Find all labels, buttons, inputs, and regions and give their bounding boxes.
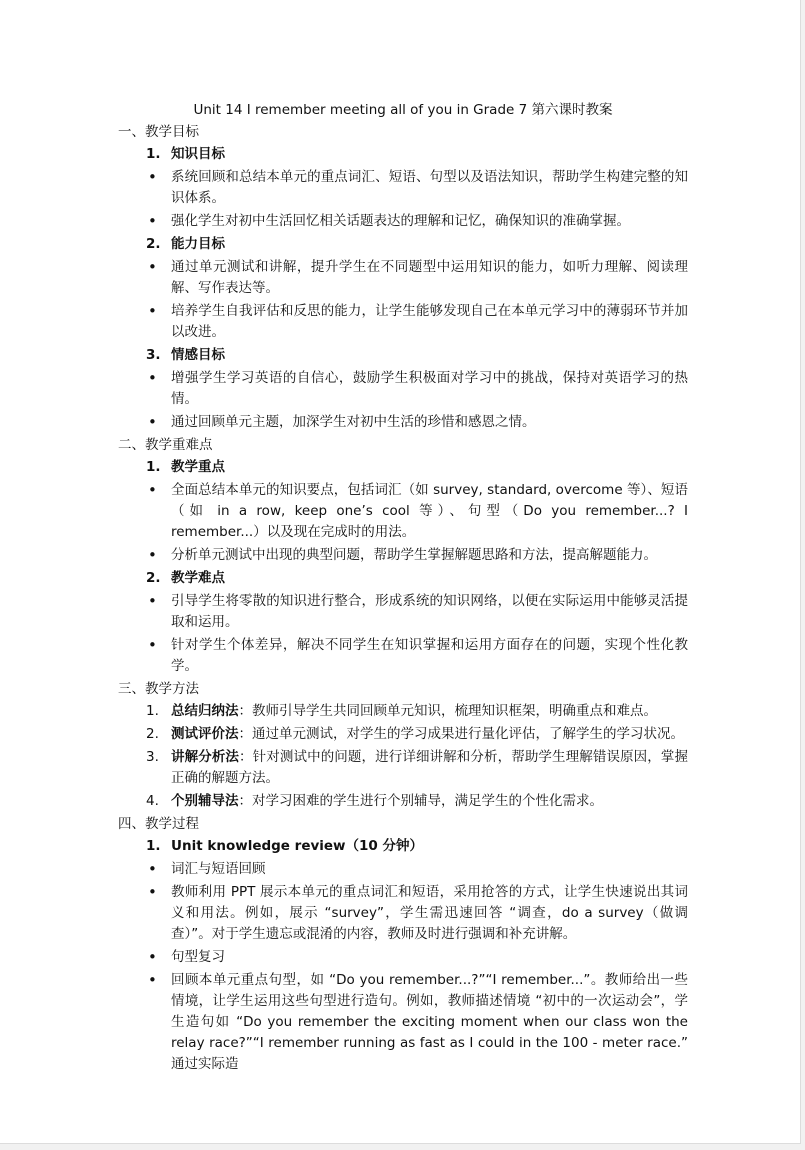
subheading-teaching-difficulty: [118, 568, 688, 589]
subheading-unit-review: [118, 836, 688, 857]
method-item: [118, 701, 688, 722]
list-item: [118, 257, 688, 299]
bullet: •: [148, 481, 157, 499]
method-term: 测试评价法: [171, 726, 239, 742]
list-item-text: 句型复习: [171, 949, 225, 965]
list-item-text: 教师利用 PPT 展示本单元的重点词汇和短语，采用抢答的方式，让学生快速说出其词义和用法。例如，展示 “survey”，学生需迅速回答 “调查，do a survey（做调查）”。对于学生遗忘或混淆的内容，教师及时进行强调和补充讲解。: [171, 884, 688, 942]
list-item: [118, 368, 688, 410]
list-item: [118, 947, 688, 968]
subheading-text: 教学重点: [171, 459, 225, 475]
method-term: 讲解分析法: [171, 749, 240, 765]
list-number: 3.: [146, 749, 159, 765]
subheading-text: 能力目标: [171, 236, 225, 252]
method-text: ：教师引导学生共同回顾单元知识，梳理知识框架，明确重点和难点。: [238, 703, 657, 719]
list-item: [118, 211, 688, 232]
subheading-text: 教学难点: [171, 570, 225, 586]
list-item-text: 通过单元测试和讲解，提升学生在不同题型中运用知识的能力，如听力理解、阅读理解、写作表达等。: [171, 259, 688, 296]
list-item-text: 强化学生对初中生活回忆相关话题表达的理解和记忆，确保知识的准确掌握。: [171, 213, 630, 229]
list-item-text: 通过回顾单元主题，加深学生对初中生活的珍惜和感恩之情。: [171, 414, 536, 430]
bullet: •: [148, 212, 157, 230]
bullet: •: [148, 971, 157, 989]
bullet: •: [148, 168, 157, 186]
list-item: [118, 882, 688, 945]
list-item: [118, 859, 688, 880]
list-item-text: 针对学生个体差异，解决不同学生在知识掌握和运用方面存在的问题，实现个性化教学。: [171, 637, 688, 674]
method-item: [118, 791, 688, 812]
subheading-text: 知识目标: [171, 146, 225, 162]
method-text: ：对学习困难的学生进行个别辅导，满足学生的个性化需求。: [238, 793, 603, 809]
list-item-text: 分析单元测试中出现的典型问题，帮助学生掌握解题思路和方法，提高解题能力。: [171, 547, 657, 563]
subheading-emotional-goals: [118, 345, 688, 366]
list-number: 2.: [146, 236, 161, 252]
list-item: [118, 591, 688, 633]
list-item-text: 词汇与短语回顾: [171, 861, 266, 877]
list-item-text: 引导学生将零散的知识进行整合，形成系统的知识网络，以便在实际运用中能够灵活提取和运用。: [171, 593, 688, 630]
bullet: •: [148, 592, 157, 610]
list-number: 2.: [146, 570, 161, 586]
list-number: 1.: [146, 459, 161, 475]
document-title: Unit 14 I remember meeting all of you in Grade 7 第六课时教案: [193, 102, 613, 118]
list-number: 2.: [146, 726, 159, 742]
list-item-text: 系统回顾和总结本单元的重点词汇、短语、句型以及语法知识，帮助学生构建完整的知识体系。: [171, 169, 688, 206]
section-heading-key-points: 二、教学重难点: [118, 437, 213, 453]
bullet: •: [148, 860, 157, 878]
section-heading-methods: 三、教学方法: [118, 681, 199, 697]
list-item: [118, 545, 688, 566]
method-item: [118, 747, 688, 789]
list-item: [118, 480, 688, 543]
list-item: [118, 635, 688, 677]
list-number: 4.: [146, 793, 159, 809]
section-heading-objectives: 一、教学目标: [118, 124, 199, 140]
bullet: •: [148, 369, 157, 387]
bullet: •: [148, 302, 157, 320]
list-item-text: 全面总结本单元的知识要点，包括词汇（如 survey, standard, overcome 等）、短语（如 in a row, keep one’s cool 等）、句型（Do you remember...? I remember...）以及现在完成时的用法。: [171, 482, 688, 540]
bullet: •: [148, 948, 157, 966]
subheading-knowledge-goals: [118, 144, 688, 165]
list-number: 1.: [146, 703, 159, 719]
bullet: •: [148, 413, 157, 431]
method-term: 个别辅导法: [171, 793, 239, 809]
list-item-text: 增强学生学习英语的自信心，鼓励学生积极面对学习中的挑战，保持对英语学习的热情。: [171, 370, 688, 407]
list-item-text: 培养学生自我评估和反思的能力，让学生能够发现自己在本单元学习中的薄弱环节并加以改进。: [171, 303, 688, 340]
document-body: [118, 100, 688, 1077]
list-number: 3.: [146, 347, 161, 363]
subheading-text: 情感目标: [171, 347, 225, 363]
method-term: 总结归纳法: [171, 703, 239, 719]
list-item: [118, 412, 688, 433]
list-number: 1.: [146, 838, 161, 854]
bullet: •: [148, 636, 157, 654]
list-item: [118, 970, 688, 1075]
bullet: •: [148, 546, 157, 564]
list-number: 1.: [146, 146, 161, 162]
method-text: ：通过单元测试，对学生的学习成果进行量化评估，了解学生的学习状况。: [238, 726, 684, 742]
method-item: [118, 724, 688, 745]
subheading-teaching-focus: [118, 457, 688, 478]
subheading-text: Unit knowledge review（10 分钟）: [171, 838, 424, 854]
bullet: •: [148, 883, 157, 901]
section-heading-process: 四、教学过程: [118, 816, 199, 832]
list-item: [118, 301, 688, 343]
list-item-text: 回顾本单元重点句型，如 “Do you remember...?”“I remember...”。教师给出一些情境，让学生运用这些句型进行造句。例如，教师描述情境 “初中的一次运动会”，学生造句如 “Do you remember the exciting moment when our class won the relay race?”“I remember running as fast as I could in the 100 - meter race.” 通过实际造: [171, 972, 688, 1072]
bullet: •: [148, 258, 157, 276]
method-text: ：针对测试中的问题，进行详细讲解和分析，帮助学生理解错误原因，掌握正确的解题方法。: [171, 749, 689, 786]
subheading-ability-goals: [118, 234, 688, 255]
list-item: [118, 167, 688, 209]
